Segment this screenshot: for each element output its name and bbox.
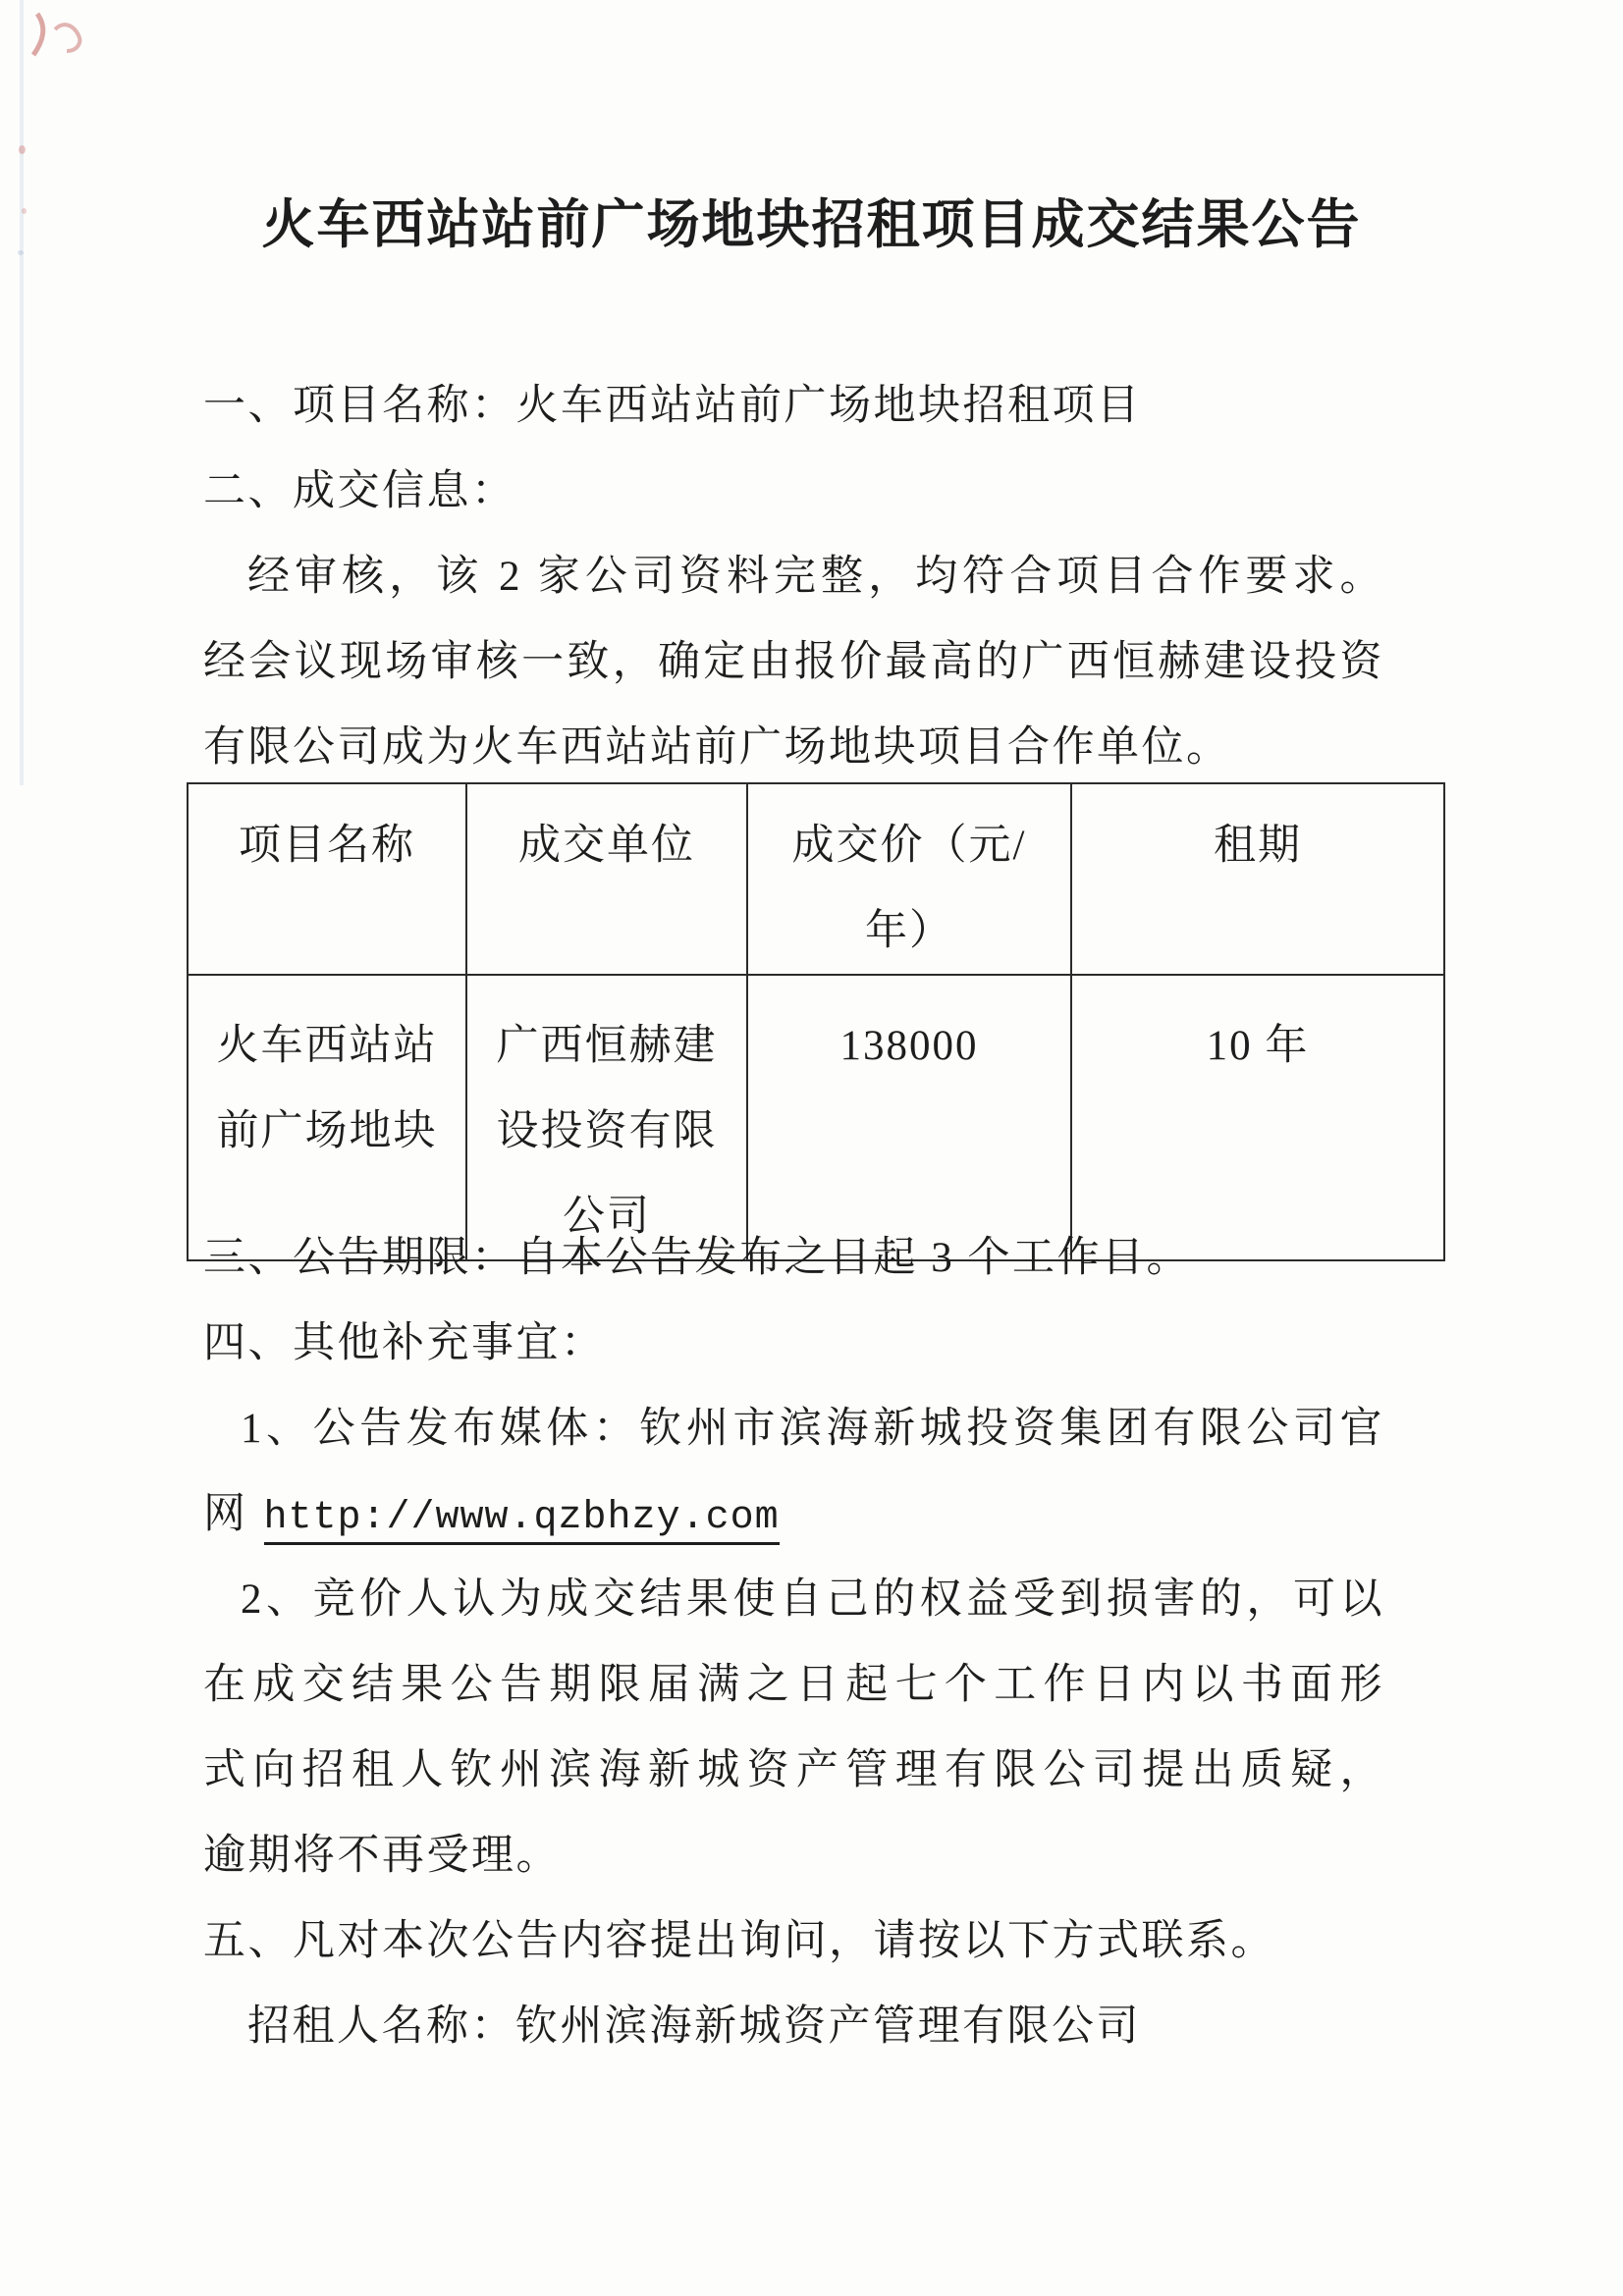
objection-line-2: 在成交结果公告期限届满之日起七个工作日内以书面形 bbox=[203, 1662, 1384, 1708]
publish-media-line-2 bbox=[203, 1471, 1384, 1557]
table-cell-winner: 广西恒赫建设投资有限公司 bbox=[466, 975, 747, 1260]
section-4-supplementary: 四、其他补充事宜： bbox=[203, 1320, 606, 1366]
section-3-notice-period: 三、公告期限：自本公告发布之日起 3 个工作日。 bbox=[203, 1235, 1191, 1281]
section-5-contact: 五、凡对本次公告内容提出询问，请按以下方式联系。 bbox=[203, 1918, 1275, 1964]
table-header-price: 成交价（元/年） bbox=[747, 783, 1071, 975]
publish-media-line-2-prefix: 网 bbox=[203, 1491, 248, 1537]
table-cell-project: 火车西站站前广场地块 bbox=[188, 975, 466, 1260]
objection-line-3: 式向招租人钦州滨海新城资产管理有限公司提出质疑， bbox=[203, 1747, 1384, 1793]
review-paragraph-line-3: 有限公司成为火车西站站前广场地块项目合作单位。 bbox=[203, 724, 1231, 771]
lessor-name-line: 招租人名称：钦州滨海新城资产管理有限公司 bbox=[247, 2003, 1141, 2050]
objection-line-4: 逾期将不再受理。 bbox=[203, 1833, 561, 1879]
objection-line-1: 2、竞价人认为成交结果使自己的权益受到损害的，可以 bbox=[241, 1576, 1384, 1623]
lower-text-block bbox=[203, 1215, 1384, 2069]
table-header-term: 租期 bbox=[1071, 783, 1444, 975]
table-cell-price: 138000 bbox=[747, 975, 1071, 1260]
table-header-winner: 成交单位 bbox=[466, 783, 747, 975]
review-paragraph-line-2: 经会议现场审核一致，确定由报价最高的广西恒赫建设投资 bbox=[203, 639, 1384, 685]
deal-result-table bbox=[187, 782, 1445, 1261]
section-2-deal-info: 二、成交信息： bbox=[203, 468, 516, 514]
red-pen-marks bbox=[0, 0, 118, 88]
table-header-project: 项目名称 bbox=[188, 783, 466, 975]
table-header-row bbox=[188, 783, 1444, 975]
scanner-streak bbox=[20, 0, 24, 785]
official-website-link: http://www.qzbhzy.com bbox=[264, 1496, 780, 1545]
page-title: 火车西站站前广场地块招租项目成交结果公告 bbox=[261, 195, 1362, 254]
ink-speck bbox=[19, 145, 26, 154]
publish-media-line-1: 1、公告发布媒体：钦州市滨海新城投资集团有限公司官 bbox=[241, 1406, 1384, 1452]
review-paragraph-line-1: 经审核，该 2 家公司资料完整，均符合项目合作要求。 bbox=[247, 554, 1384, 600]
upper-text-block bbox=[203, 363, 1384, 790]
section-1-project-name: 一、项目名称：火车西站站前广场地块招租项目 bbox=[203, 383, 1142, 429]
table-cell-term: 10 年 bbox=[1071, 975, 1444, 1260]
